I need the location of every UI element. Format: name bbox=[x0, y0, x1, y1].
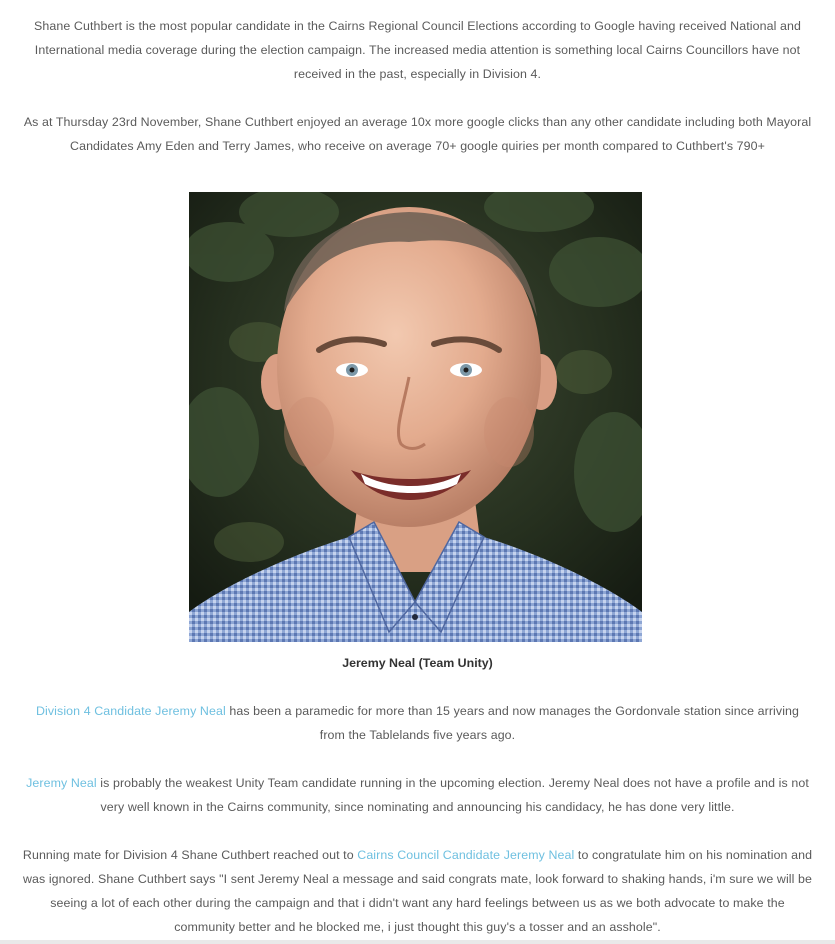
photo-caption: Jeremy Neal (Team Unity) bbox=[342, 656, 493, 670]
jeremy-neal-link[interactable]: Jeremy Neal bbox=[26, 776, 97, 790]
paragraph-text: Running mate for Division 4 Shane Cuthbert reached out to bbox=[22, 848, 358, 862]
paragraph-text: has been a paramedic for more than 15 years and now manages the Gordonvale station since arriving from the Tablelands five years ago. bbox=[225, 704, 800, 742]
page-bottom-divider bbox=[0, 940, 835, 944]
division4-candidate-link[interactable]: Division 4 Candidate Jeremy Neal bbox=[35, 704, 226, 718]
google-stats-paragraph: As at Thursday 23rd November, Shane Cuthbert enjoyed an average 10x more google clicks than any other candidate including both Mayoral Candidates Amy Eden and Terry James, who receive on average 70+ google quiries per month compared to Cuthbert's 790+ bbox=[23, 115, 812, 153]
paragraph-text: to congratulate him on his nomination and was ignored. Shane Cuthbert says "I sent Jeremy Neal a message and said congrats mate, look forward to shaking hands, i'm sure we will be seeing a lot of each other during the campaign and that i didn't want any hard feelings between us as we both advocate to make the community better and he blocked me, i just thought this guy's a tosser and an asshole". bbox=[22, 848, 813, 934]
running-mate-paragraph bbox=[22, 843, 813, 939]
weakest-candidate-paragraph bbox=[22, 771, 813, 819]
intro-paragraph: Shane Cuthbert is the most popular candidate in the Cairns Regional Council Elections according to Google having received National and International media coverage during the election campaign. The increased media attention is something local Cairns Councillors have not received in the past, especially in Division 4. bbox=[34, 19, 801, 81]
cairns-council-candidate-link[interactable]: Cairns Council Candidate Jeremy Neal bbox=[357, 848, 575, 862]
paramedic-paragraph bbox=[22, 699, 813, 747]
candidate-portrait-photo bbox=[189, 192, 642, 642]
paragraph-text: is probably the weakest Unity Team candidate running in the upcoming election. Jeremy Neal does not have a profile and is not very well known in the Cairns community, since nominating and announcing his candidacy, he has done very little. bbox=[96, 776, 809, 814]
